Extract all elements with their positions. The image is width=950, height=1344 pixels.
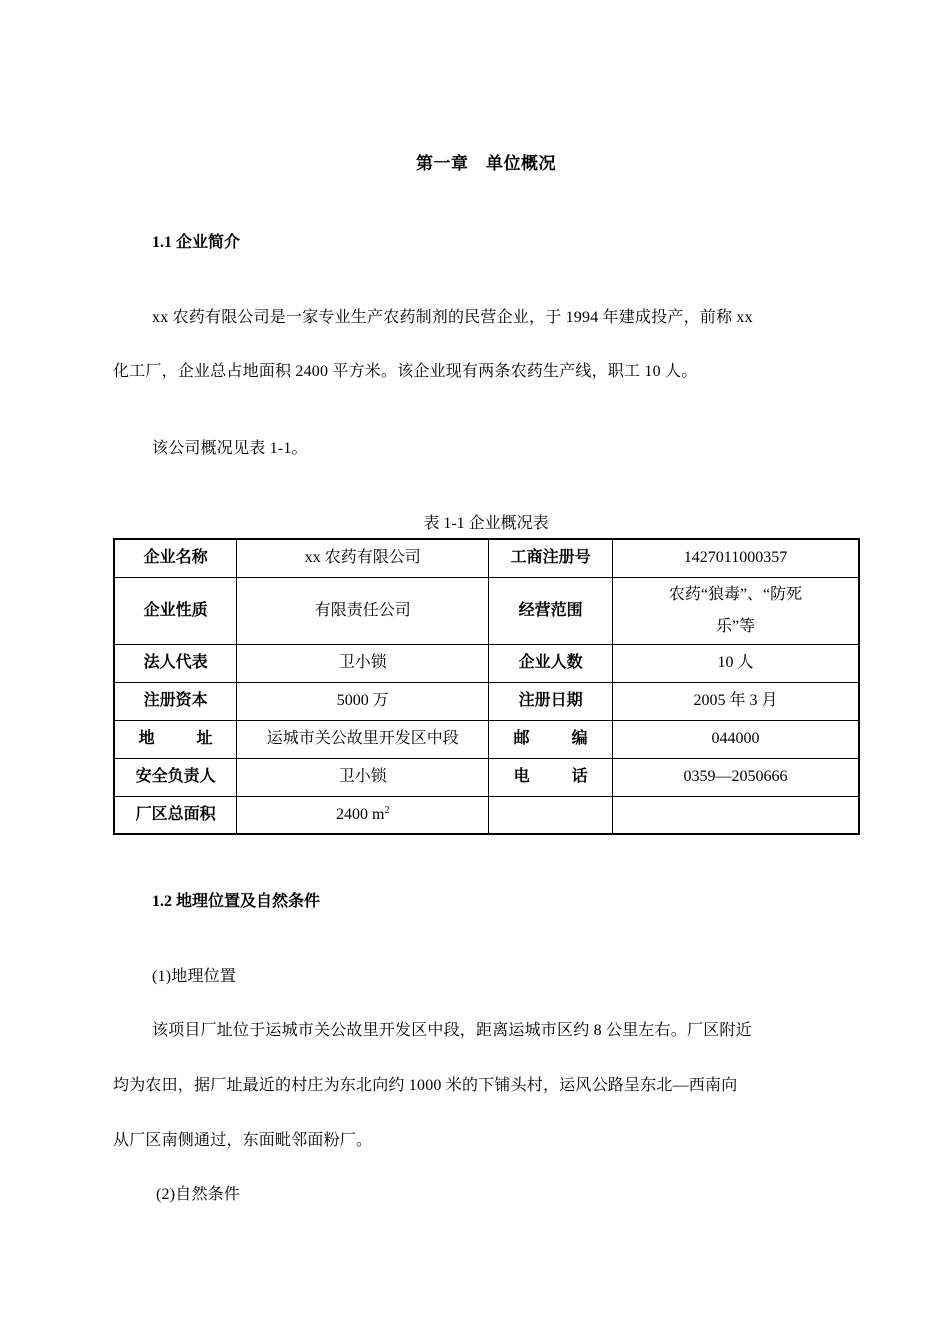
table-row: [114, 720, 859, 758]
postcode-label-char-1: 邮: [513, 730, 530, 747]
table-caption: 表 1-1 企业概况表: [423, 515, 549, 532]
table-value-cell: 运城市关公故里开发区中段: [237, 720, 489, 758]
table-value-cell: [613, 577, 859, 644]
table-label-cell: [114, 720, 237, 758]
intro-paragraph-line-1: xx 农药有限公司是一家专业生产农药制剂的民营企业，于 1994 年建成投产，前称 xx: [152, 309, 753, 326]
table-value-cell: 0359—2050666: [613, 758, 859, 796]
table-label-cell: 法人代表: [114, 644, 237, 682]
table-row: [114, 539, 859, 577]
table-value-cell: xx 农药有限公司: [237, 539, 489, 577]
table-row: [114, 758, 859, 796]
table-value-cell: 卫小锁: [237, 758, 489, 796]
table-value-cell: [237, 796, 489, 834]
table-label-cell: 企业性质: [114, 577, 237, 644]
table-value-cell: [613, 796, 859, 834]
business-scope-line-1: 农药“狼毒”、“防死: [668, 585, 803, 603]
phone-label-char-2: 话: [571, 768, 588, 785]
chapter-title: 第一章 单位概况: [416, 154, 556, 173]
table-label-cell: 注册资本: [114, 682, 237, 720]
table-label-cell: 工商注册号: [489, 539, 613, 577]
section-heading-1-2: 1.2 地理位置及自然条件: [152, 893, 321, 910]
table-row: [114, 682, 859, 720]
postcode-label-char-2: 编: [571, 730, 588, 747]
address-label-char-2: 址: [196, 730, 213, 747]
table-reference-text: 该公司概况见表 1-1。: [152, 440, 308, 457]
subheading-natural-conditions: (2)自然条件: [156, 1186, 241, 1203]
subheading-location: (1)地理位置: [152, 968, 237, 985]
area-unit-superscript: 2: [384, 804, 390, 816]
table-label-cell: 厂区总面积: [114, 796, 237, 834]
table-value-cell: 卫小锁: [237, 644, 489, 682]
table-label-cell: 经营范围: [489, 577, 613, 644]
table-label-cell: [489, 720, 613, 758]
intro-paragraph-line-2: 化工厂，企业总占地面积 2400 平方米。该企业现有两条农药生产线，职工 10 人。: [113, 363, 698, 380]
table-label-cell: 注册日期: [489, 682, 613, 720]
table-label-cell: [489, 796, 613, 834]
table-row: [114, 577, 859, 644]
location-paragraph-line-1: 该项目厂址位于运城市关公故里开发区中段，距离运城市区约 8 公里左右。厂区附近: [152, 1022, 752, 1039]
table-row: [114, 644, 859, 682]
table-value-cell: 5000 万: [237, 682, 489, 720]
table-label-cell: 企业名称: [114, 539, 237, 577]
table-value-cell: 10 人: [613, 644, 859, 682]
table-value-cell: 2005 年 3 月: [613, 682, 859, 720]
table-label-cell: 企业人数: [489, 644, 613, 682]
section-heading-1-1: 1.1 企业简介: [152, 234, 241, 251]
table-label-cell: 安全负责人: [114, 758, 237, 796]
business-scope-line-2: 乐”等: [715, 617, 756, 635]
table-value-cell: 044000: [613, 720, 859, 758]
location-paragraph-line-2: 均为农田，据厂址最近的村庄为东北向约 1000 米的下铺头村，运风公路呈东北—西南向: [113, 1077, 738, 1094]
table-value-cell: 1427011000357: [613, 539, 859, 577]
location-paragraph-line-3: 从厂区南侧通过，东面毗邻面粉厂。: [113, 1132, 373, 1149]
phone-label-char-1: 电: [513, 768, 530, 785]
table-row: [114, 796, 859, 834]
table-label-cell: [489, 758, 613, 796]
table-value-cell: 有限责任公司: [237, 577, 489, 644]
company-overview-table: [113, 538, 860, 835]
address-label-char-1: 地: [138, 730, 155, 747]
area-value: 2400 m: [336, 805, 385, 823]
